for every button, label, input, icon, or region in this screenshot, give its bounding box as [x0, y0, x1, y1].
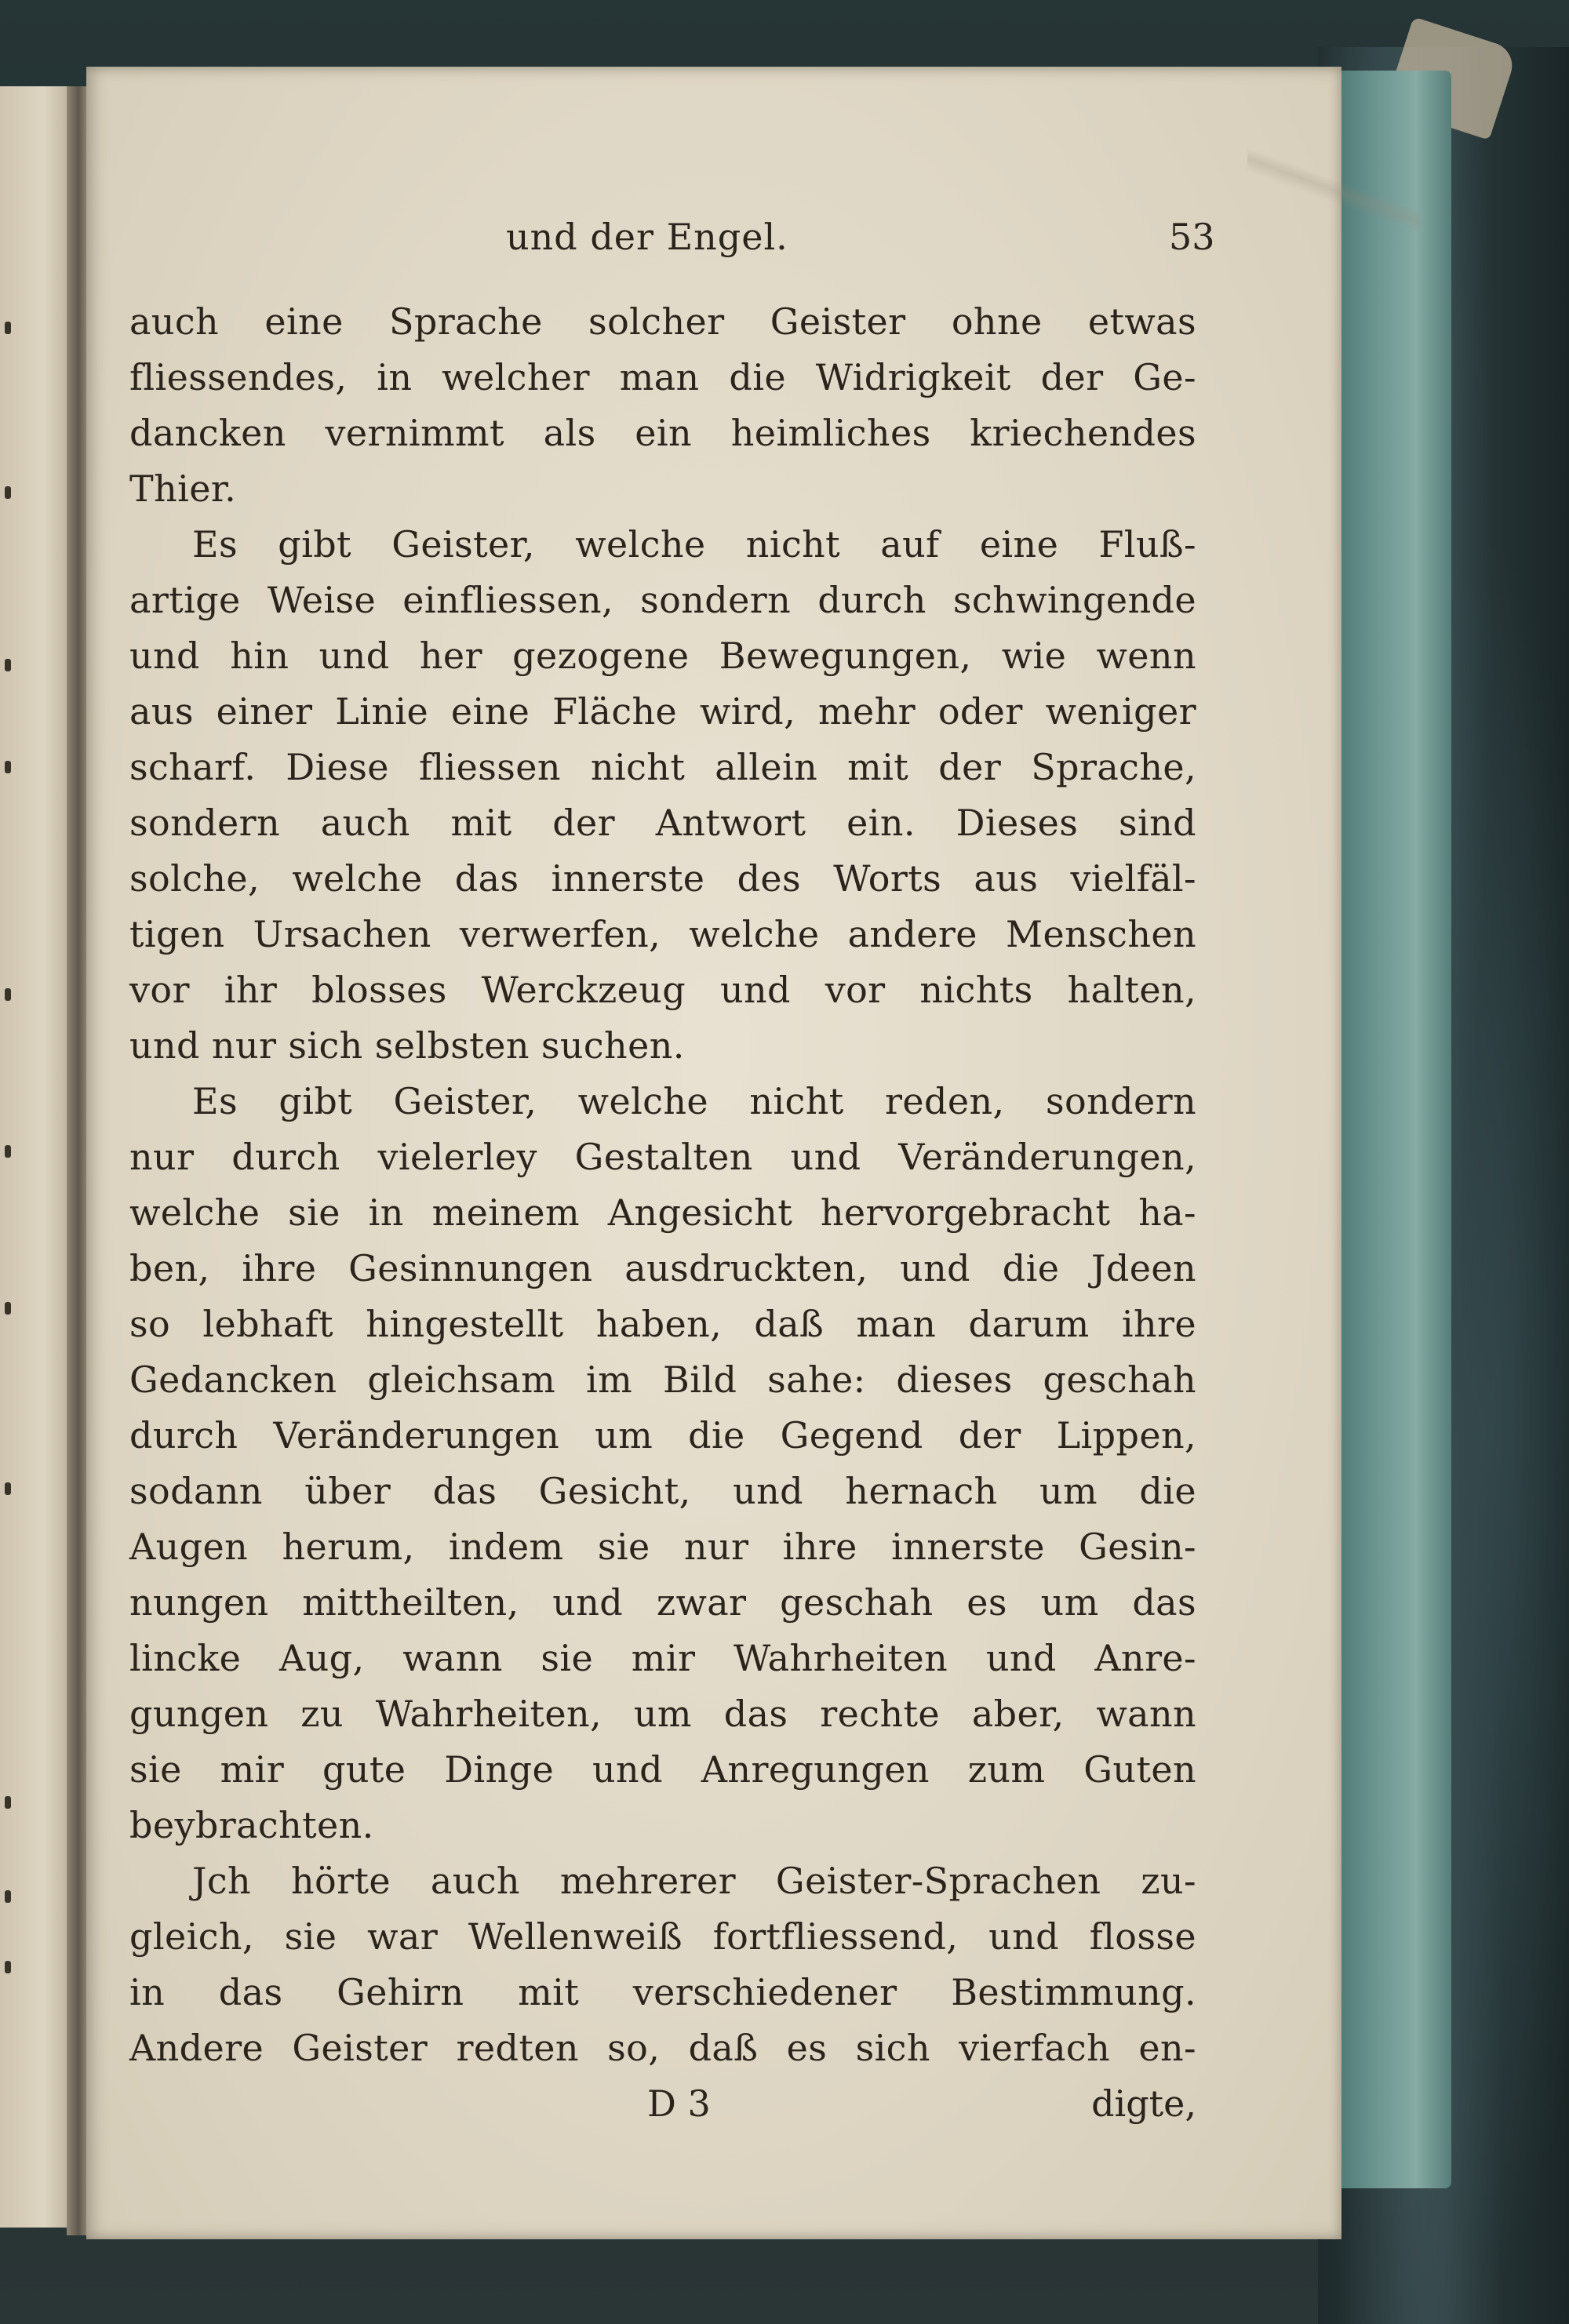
running-head: und der Engel.	[506, 216, 788, 258]
text-line: solche, welche das innerste des Worts aus vielfäl-	[129, 857, 1196, 900]
text-line: artige Weise einfliessen, sondern durch schwingende	[129, 579, 1196, 621]
text-line: Es gibt Geister, welche nicht reden, sondern	[192, 1080, 1196, 1122]
text-line: beybrachten.	[129, 1804, 374, 1846]
text-line: Andere Geister redten so, daß es sich vierfach en-	[129, 2027, 1196, 2069]
book-page	[86, 67, 1341, 2239]
text-line: tigen Ursachen verwerfen, welche andere Menschen	[129, 913, 1196, 955]
text-line: durch Veränderungen um die Gegend der Lippen,	[129, 1414, 1196, 1457]
text-line: lincke Aug, wann sie mir Wahrheiten und Anre-	[129, 1637, 1196, 1679]
page-corner-fold	[1247, 136, 1420, 238]
text-line: und hin und her gezogene Bewegungen, wie wenn	[129, 635, 1196, 677]
text-line: Es gibt Geister, welche nicht auf eine Fluß-	[192, 523, 1196, 566]
text-line: nur durch vielerley Gestalten und Veränderungen,	[129, 1136, 1196, 1178]
text-line: nungen mittheilten, und zwar geschah es um das	[129, 1581, 1196, 1624]
text-line: gungen zu Wahrheiten, um das rechte aber, wann	[129, 1693, 1196, 1735]
text-line: Thier.	[129, 467, 237, 510]
text-line: gleich, sie war Wellenweiß fortfliessend, und flosse	[129, 1915, 1196, 1958]
paragraph	[129, 1074, 1196, 1853]
previous-page-text-remnants	[5, 322, 20, 2047]
text-line: fliessendes, in welcher man die Widrigkeit der Ge-	[129, 356, 1196, 398]
page-header	[129, 208, 1215, 278]
text-line: vor ihr blosses Werckzeug und vor nichts halten,	[129, 969, 1196, 1011]
text-line: sodann über das Gesicht, und hernach um die	[129, 1470, 1196, 1512]
text-line: scharf. Diese fliessen nicht allein mit der Sprache,	[129, 746, 1196, 788]
text-line: ben, ihre Gesinnungen ausdruckten, und die Jdeen	[129, 1247, 1196, 1289]
page-text	[129, 208, 1215, 2132]
paragraph	[129, 294, 1196, 517]
text-line: dancken vernimmt als ein heimliches kriechendes	[129, 412, 1196, 454]
page-edges	[1334, 71, 1451, 2188]
text-line: auch eine Sprache solcher Geister ohne etwas	[129, 300, 1196, 343]
text-line: und nur sich selbsten suchen.	[129, 1024, 685, 1067]
page-footer	[129, 2076, 1196, 2132]
signature-mark: D 3	[647, 2082, 711, 2125]
previous-page-edge	[0, 86, 75, 2228]
text-line: Jch hörte auch mehrerer Geister-Sprachen zu-	[192, 1860, 1196, 1902]
text-line: sondern auch mit der Antwort ein. Dieses sind	[129, 802, 1196, 844]
paragraph	[129, 517, 1196, 1074]
paragraph	[129, 1853, 1196, 2076]
catchword: digte,	[1091, 2082, 1196, 2125]
text-line: in das Gehirn mit verschiedener Bestimmung.	[129, 1971, 1196, 2013]
page-number: 53	[1169, 216, 1215, 258]
text-line: sie mir gute Dinge und Anregungen zum Guten	[129, 1748, 1196, 1791]
text-line: Gedancken gleichsam im Bild sahe: dieses geschah	[129, 1358, 1196, 1401]
text-line: Augen herum, indem sie nur ihre innerste Gesin-	[129, 1526, 1196, 1568]
text-line: aus einer Linie eine Fläche wird, mehr oder weniger	[129, 690, 1196, 733]
text-line: so lebhaft hingestellt haben, daß man darum ihre	[129, 1303, 1196, 1345]
text-line: welche sie in meinem Angesicht hervorgebracht ha-	[129, 1191, 1196, 1234]
